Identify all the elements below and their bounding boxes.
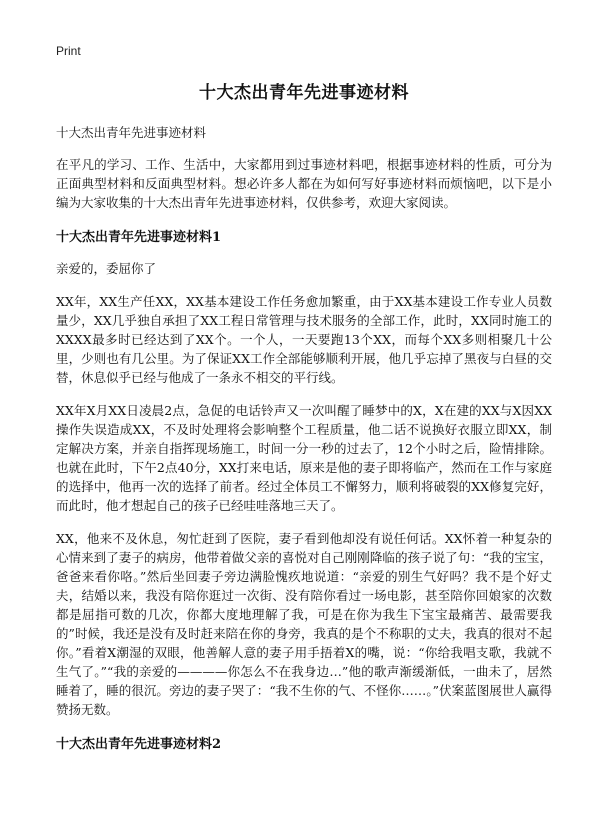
section-heading-2: 十大杰出青年先进事迹材料2 — [56, 737, 222, 752]
greeting-paragraph: 亲爱的，委屈你了 — [56, 261, 157, 276]
story-paragraph-1: XX年，XX生产任XX，XX基本建设工作任务愈加繁重，由于XX基本建设工作专业人员数量少，XX几乎独自承担了XX工程日常管理与技术服务的全部工作，此时，XX同时施工的XXXX最多时已经达到了XX个。一个人，一天要跑13个XX，而每个XX多则相聚几十公里，少则也有几公里。为了保证XX工作全部能够顺利开展，他几乎忘掉了黑夜与白昼的交替，休息似乎已经与他成了一条永不相交的平行线。 — [56, 294, 552, 385]
document-title: 十大杰出青年先进事迹材料 — [199, 83, 409, 103]
document-body — [56, 78, 552, 766]
story-paragraph-3: XX，他来不及休息，匆忙赶到了医院，妻子看到他却没有说任何话。XX怀着一种复杂的心情来到了妻子的病房，他带着做父亲的喜悦对自己刚刚降临的孩子说了句：“我的宝宝，爸爸来看你咯。”然后坐回妻子旁边满脸愧疚地说道：“亲爱的别生气好吗？我不是个好丈夫，结婚以来，我没有陪你逛过一次街、没有陪你看过一场电影，甚至陪你回娘家的次数都是屈指可数的几次，你都大度地理解了我，可是在你为我生下宝宝最痛苦、最需要我的”时候，我还是没有及时赶来陪在你的身旁，我真的是个不称职的丈夫，我真的很对不起你。”看着X潮湿的双眼，他善解人意的妻子用手捂着X的嘴，说：“你给我唱支歌，我就不生气了。”“我的亲爱的————你怎么不在我身边…”他的歌声渐缓渐低，一曲未了，居然睡着了，睡的很沉。旁边的妻子哭了：“我不生你的气、不怪你……。”伏案蓝图展世人赢得赞扬无数。 — [56, 531, 552, 717]
section-heading-1: 十大杰出青年先进事迹材料1 — [56, 230, 222, 245]
story-paragraph-2: XX年X月XX日凌晨2点，急促的电话铃声又一次叫醒了睡梦中的X，X在建的XX与X因XX操作失误造成XX，不及时处理将会影响整个工程质量，他二话不说换好衣服立即XX，制定解决方案，并亲自指挥现场施工，时间一分一秒的过去了，12个小时之后，险情排除。也就在此时，下午2点40分，XX打来电话，原来是他的妻子即将临产，然而在工作与家庭的选择中，他再一次的选择了前者。经过全体员工不懈努力，顺利将破裂的XX修复完好，而此时，他才想起自己的孩子已经哇哇落地三天了。 — [56, 403, 552, 513]
intro-paragraph: 在平凡的学习、工作、生活中，大家都用到过事迹材料吧，根据事迹材料的性质，可分为正面典型材料和反面典型材料。想必许多人都在为如何写好事迹材料而烦恼吧，以下是小编为大家收集的十大杰出青年先进事迹材料，仅供参考，欢迎大家阅读。 — [56, 157, 552, 210]
print-link[interactable]: Print — [56, 44, 81, 58]
document-subtitle: 十大杰出青年先进事迹材料 — [56, 125, 207, 140]
